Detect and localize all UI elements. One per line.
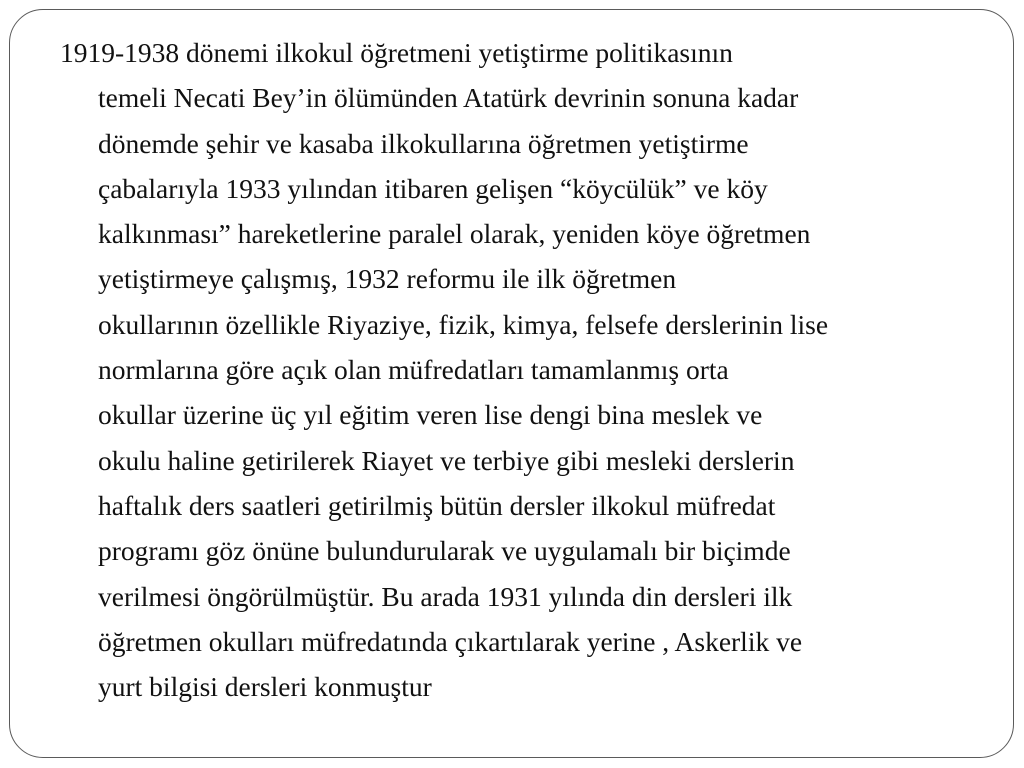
paragraph-line: çabalarıyla 1933 yılından itibaren gelişen “köycülük” ve köy <box>98 172 768 204</box>
paragraph-line: 1919-1938 dönemi ilkokul öğretmeni yetiştirme politikasının <box>60 37 733 68</box>
paragraph-line: okullarının özellikle Riyaziye, fizik, kimya, felsefe derslerinin lise <box>98 308 829 340</box>
paragraph-line: normlarına göre açık olan müfredatları tamamlanmış orta <box>98 354 729 386</box>
paragraph-line: verilmesi öngörülmüştür. Bu arada 1931 yılında din dersleri ilk <box>98 580 793 612</box>
paragraph-line: öğretmen okulları müfredatında çıkartılarak yerine , Askerlik ve <box>98 625 803 657</box>
body-paragraph <box>60 30 972 709</box>
paragraph-line: okulu haline getirilerek Riayet ve terbiye gibi mesleki derslerin <box>98 444 795 476</box>
paragraph-line: kalkınması” hareketlerine paralel olarak, yeniden köye öğretmen <box>98 218 811 250</box>
paragraph-line: yurt bilgisi dersleri konmuştur <box>98 671 432 703</box>
paragraph-line: temeli Necati Bey’in ölümünden Atatürk devrinin sonuna kadar <box>98 82 799 114</box>
paragraph-line: dönemde şehir ve kasaba ilkokullarına öğretmen yetiştirme <box>98 127 749 159</box>
paragraph-line: haftalık ders saatleri getirilmiş bütün dersler ilkokul müfredat <box>98 489 776 521</box>
paragraph-line: yetiştirmeye çalışmış, 1932 reformu ile ilk öğretmen <box>98 263 677 295</box>
paragraph-line: programı göz önüne bulundurularak ve uygulamalı bir biçimde <box>98 535 791 567</box>
paragraph-line: okullar üzerine üç yıl eğitim veren lise dengi bina meslek ve <box>98 399 763 431</box>
